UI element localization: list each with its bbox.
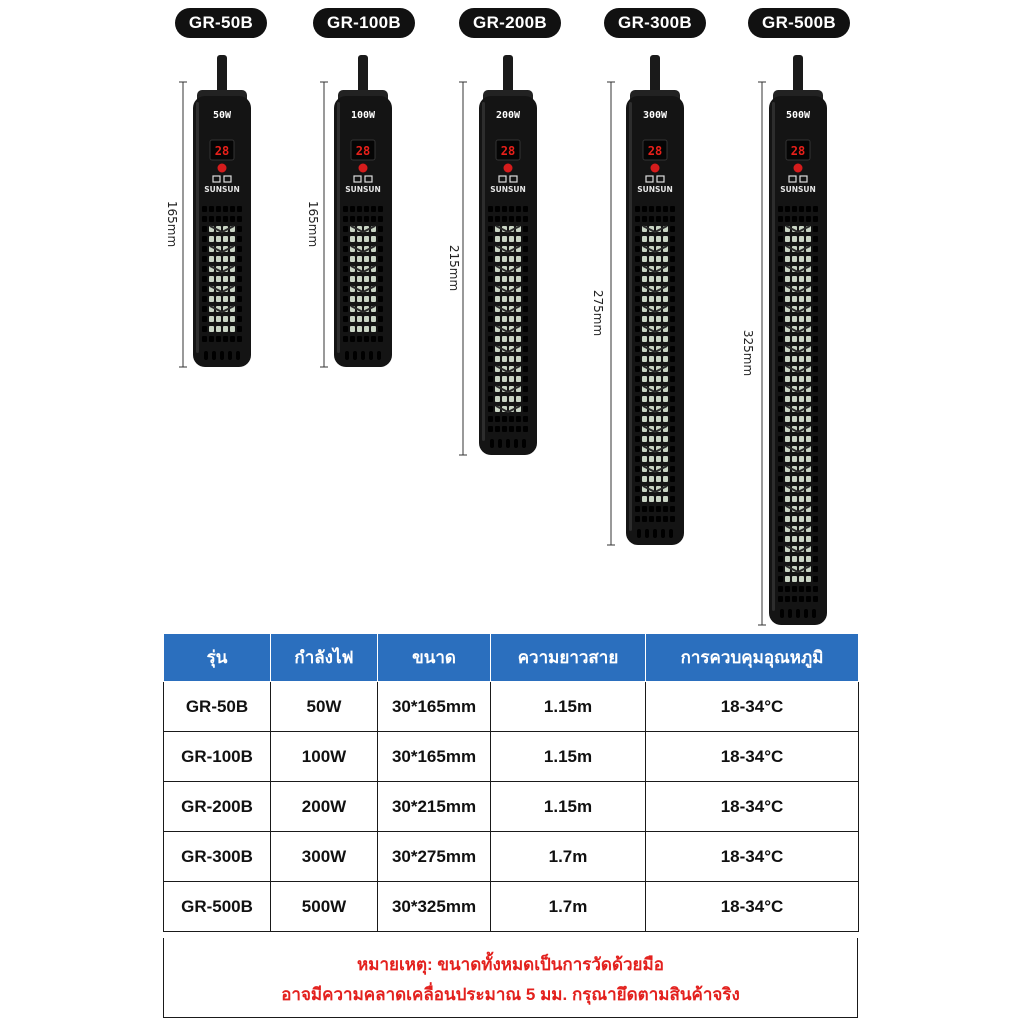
grill-slot	[806, 456, 811, 462]
grill-slot	[813, 276, 818, 282]
grill-slot	[778, 496, 783, 502]
grill-slot	[806, 556, 811, 562]
cell-power: 200W	[271, 782, 378, 832]
grill-slot	[778, 506, 783, 512]
grill-slot	[778, 536, 783, 542]
grill-slot	[778, 336, 783, 342]
grill-slot	[792, 276, 797, 282]
grill-slot	[792, 496, 797, 502]
watt-label: 100W	[350, 110, 376, 121]
grill-slot	[813, 256, 818, 262]
grill-slot	[792, 236, 797, 242]
grill-slot	[806, 586, 811, 592]
grill-slot	[785, 586, 790, 592]
length-label: 165mm	[165, 200, 179, 247]
grill-slot	[785, 336, 790, 342]
grill-slot	[792, 596, 797, 602]
model-label-gr-300b: GR-300B	[604, 8, 706, 38]
grill-slot	[799, 536, 804, 542]
cell-size: 30*275mm	[378, 832, 491, 882]
header-size: ขนาด	[378, 634, 491, 682]
grill-slot	[792, 516, 797, 522]
grill-slot	[806, 596, 811, 602]
cell-temperature: 18-34°C	[646, 732, 859, 782]
grill-slot	[806, 206, 811, 212]
grill-slot	[813, 426, 818, 432]
model-label-gr-200b: GR-200B	[459, 8, 561, 38]
grill-slot	[813, 586, 818, 592]
grill-slot	[778, 216, 783, 222]
grill-slot	[813, 206, 818, 212]
grill-slot	[806, 396, 811, 402]
watt-label: 300W	[642, 110, 668, 121]
cell-size: 30*165mm	[378, 682, 491, 732]
watt-label: 50W	[212, 110, 232, 121]
brand-name: SUNSUN	[204, 185, 240, 194]
grill-slot	[799, 416, 804, 422]
grill-slot	[778, 286, 783, 292]
table-header-row	[164, 634, 859, 682]
header-model: รุ่น	[164, 634, 271, 682]
power-cable	[793, 55, 803, 95]
temperature-display: 28	[214, 144, 230, 158]
bottom-vent	[804, 609, 808, 618]
note-line-2: อาจมีความคลาดเคลื่อนประมาณ 5 มม. กรุณายึดตามสินค้าจริง	[281, 985, 740, 1004]
grill-slot	[813, 396, 818, 402]
grill-slot	[778, 346, 783, 352]
grill-slot	[806, 316, 811, 322]
grill-slot	[792, 316, 797, 322]
grill-slot	[799, 296, 804, 302]
grill-slot	[785, 316, 790, 322]
grill-slot	[778, 236, 783, 242]
grill-slot	[792, 296, 797, 302]
grill-slot	[813, 526, 818, 532]
grill-slot	[792, 586, 797, 592]
grill-slot	[813, 546, 818, 552]
grill-slot	[806, 376, 811, 382]
grill-slot	[799, 376, 804, 382]
grill-slot	[778, 246, 783, 252]
grill-slot	[813, 466, 818, 472]
model-label-gr-100b: GR-100B	[313, 8, 415, 38]
grill-slot	[799, 476, 804, 482]
grill-slot	[792, 556, 797, 562]
grill-slot	[813, 296, 818, 302]
table-row	[164, 782, 859, 832]
brand-name: SUNSUN	[490, 185, 526, 194]
grill-slot	[813, 386, 818, 392]
grill-slot	[785, 256, 790, 262]
cell-size: 30*325mm	[378, 882, 491, 932]
grill-slot	[813, 416, 818, 422]
grill-slot	[813, 246, 818, 252]
grill-slot	[799, 586, 804, 592]
grill-slot	[778, 516, 783, 522]
grill-slot	[778, 406, 783, 412]
grill-slot	[813, 376, 818, 382]
grill-slot	[792, 256, 797, 262]
grill-slot	[778, 396, 783, 402]
note-line-1: หมายเหตุ: ขนาดทั้งหมดเป็นการวัดด้วยมือ	[357, 955, 664, 974]
grill-slot	[813, 486, 818, 492]
grill-slot	[799, 236, 804, 242]
grill-slot	[813, 516, 818, 522]
grill-slot	[778, 386, 783, 392]
grill-slot	[785, 496, 790, 502]
adjust-knob-icon	[794, 164, 803, 173]
table-row	[164, 682, 859, 732]
cell-model: GR-100B	[164, 732, 271, 782]
grill-slot	[792, 536, 797, 542]
grill-slot	[792, 576, 797, 582]
cell-cable-length: 1.7m	[491, 832, 646, 882]
grill-slot	[792, 356, 797, 362]
watt-label: 500W	[785, 110, 811, 121]
grill-slot	[806, 356, 811, 362]
grill-slot	[778, 476, 783, 482]
cell-size: 30*165mm	[378, 732, 491, 782]
cell-power: 50W	[271, 682, 378, 732]
grill-slot	[806, 336, 811, 342]
grill-slot	[785, 576, 790, 582]
grill-slot	[806, 416, 811, 422]
cell-temperature: 18-34°C	[646, 682, 859, 732]
grill-slot	[778, 316, 783, 322]
grill-slot	[778, 226, 783, 232]
bottom-vent	[788, 609, 792, 618]
grill-slot	[799, 256, 804, 262]
grill-slot	[813, 476, 818, 482]
cell-temperature: 18-34°C	[646, 782, 859, 832]
brand-name: SUNSUN	[780, 185, 816, 194]
cell-power: 300W	[271, 832, 378, 882]
grill-slot	[813, 316, 818, 322]
grill-slot	[813, 436, 818, 442]
table-row	[164, 832, 859, 882]
watt-label: 200W	[495, 110, 521, 121]
cell-cable-length: 1.15m	[491, 732, 646, 782]
grill-slot	[778, 376, 783, 382]
cell-power: 100W	[271, 732, 378, 782]
cell-model: GR-50B	[164, 682, 271, 732]
grill-slot	[778, 556, 783, 562]
cell-temperature: 18-34°C	[646, 832, 859, 882]
grill-slot	[778, 356, 783, 362]
header-cable-length: ความยาวสาย	[491, 634, 646, 682]
cell-size: 30*215mm	[378, 782, 491, 832]
grill-slot	[813, 556, 818, 562]
cell-model: GR-500B	[164, 882, 271, 932]
bottom-vent	[796, 609, 800, 618]
grill-slot	[813, 566, 818, 572]
grill-slot	[799, 516, 804, 522]
grill-slot	[785, 476, 790, 482]
grill-slot	[799, 576, 804, 582]
grill-slot	[785, 236, 790, 242]
grill-slot	[785, 516, 790, 522]
grill-slot	[785, 276, 790, 282]
grill-slot	[806, 276, 811, 282]
grill-slot	[806, 256, 811, 262]
grill-slot	[806, 576, 811, 582]
grill-slot	[792, 436, 797, 442]
grill-slot	[799, 356, 804, 362]
grill-slot	[778, 266, 783, 272]
grill-slot	[785, 596, 790, 602]
grill-slot	[778, 326, 783, 332]
grill-slot	[799, 316, 804, 322]
grill-slot	[785, 356, 790, 362]
grill-slot	[778, 466, 783, 472]
grill-slot	[785, 456, 790, 462]
body-highlight	[772, 102, 775, 611]
grill-slot	[813, 536, 818, 542]
grill-slot	[778, 586, 783, 592]
grill-slot	[792, 336, 797, 342]
grill-slot	[778, 446, 783, 452]
grill-slot	[799, 216, 804, 222]
grill-slot	[813, 226, 818, 232]
grill-slot	[792, 206, 797, 212]
grill-slot	[813, 456, 818, 462]
heater-body	[769, 96, 827, 625]
temperature-display: 28	[647, 144, 663, 158]
header-power: กำลังไฟ	[271, 634, 378, 682]
grill-slot	[799, 456, 804, 462]
grill-slot	[785, 376, 790, 382]
grill-slot	[813, 596, 818, 602]
measurement-note	[163, 938, 858, 1018]
grill-slot	[799, 276, 804, 282]
grill-slot	[792, 416, 797, 422]
grill-slot	[806, 296, 811, 302]
grill-slot	[778, 576, 783, 582]
grill-slot	[778, 596, 783, 602]
bottom-vent	[812, 609, 816, 618]
grill-slot	[792, 216, 797, 222]
spec-table	[163, 633, 859, 932]
grill-slot	[785, 556, 790, 562]
grill-slot	[792, 396, 797, 402]
cell-cable-length: 1.15m	[491, 682, 646, 732]
grill-slot	[778, 426, 783, 432]
grill-slot	[813, 216, 818, 222]
grill-slot	[785, 416, 790, 422]
grill-slot	[813, 266, 818, 272]
length-label: 165mm	[306, 200, 320, 247]
grill-slot	[813, 406, 818, 412]
table-row	[164, 882, 859, 932]
temperature-display: 28	[355, 144, 371, 158]
length-label: 325mm	[741, 329, 755, 376]
bottom-vent	[780, 609, 784, 618]
grill-slot	[799, 336, 804, 342]
grill-slot	[778, 206, 783, 212]
cell-model: GR-300B	[164, 832, 271, 882]
grill-slot	[799, 206, 804, 212]
grill-slot	[799, 596, 804, 602]
grill-slot	[813, 496, 818, 502]
grill-slot	[792, 476, 797, 482]
grill-slot	[799, 436, 804, 442]
grill-slot	[806, 476, 811, 482]
model-label-gr-500b: GR-500B	[748, 8, 850, 38]
temperature-display: 28	[790, 144, 806, 158]
grill-slot	[813, 336, 818, 342]
grill-slot	[778, 306, 783, 312]
grill-slot	[778, 416, 783, 422]
grill-slot	[778, 566, 783, 572]
grill-slot	[813, 286, 818, 292]
grill-slot	[778, 436, 783, 442]
cell-model: GR-200B	[164, 782, 271, 832]
grill-slot	[778, 276, 783, 282]
length-label: 275mm	[591, 289, 605, 336]
grill-slot	[778, 296, 783, 302]
temperature-display: 28	[500, 144, 516, 158]
grill-slot	[778, 456, 783, 462]
grill-slot	[813, 366, 818, 372]
length-label: 215mm	[447, 244, 461, 291]
grill-slot	[785, 436, 790, 442]
grill-slot	[813, 346, 818, 352]
cell-power: 500W	[271, 882, 378, 932]
grill-slot	[813, 506, 818, 512]
grill-slot	[813, 236, 818, 242]
grill-slot	[778, 526, 783, 532]
grill-slot	[778, 486, 783, 492]
header-temperature-control: การควบคุมอุณหภูมิ	[646, 634, 859, 682]
grill-slot	[778, 256, 783, 262]
grill-slot	[813, 446, 818, 452]
grill-slot	[813, 326, 818, 332]
grill-slot	[806, 216, 811, 222]
grill-slot	[806, 516, 811, 522]
table-row	[164, 732, 859, 782]
grill-slot	[799, 556, 804, 562]
grill-slot	[785, 296, 790, 302]
grill-slot	[813, 306, 818, 312]
grill-slot	[785, 536, 790, 542]
cell-temperature: 18-34°C	[646, 882, 859, 932]
grill-slot	[778, 366, 783, 372]
grill-slot	[813, 576, 818, 582]
model-label-gr-50b: GR-50B	[175, 8, 267, 38]
grill-slot	[785, 396, 790, 402]
grill-slot	[806, 496, 811, 502]
cell-cable-length: 1.15m	[491, 782, 646, 832]
grill-slot	[785, 206, 790, 212]
grill-slot	[806, 236, 811, 242]
grill-slot	[778, 546, 783, 552]
grill-slot	[799, 396, 804, 402]
brand-name: SUNSUN	[345, 185, 381, 194]
grill-slot	[813, 356, 818, 362]
grill-slot	[806, 436, 811, 442]
grill-slot	[792, 456, 797, 462]
grill-slot	[806, 536, 811, 542]
grill-slot	[799, 496, 804, 502]
cell-cable-length: 1.7m	[491, 882, 646, 932]
grill-slot	[785, 216, 790, 222]
grill-slot	[792, 376, 797, 382]
brand-name: SUNSUN	[637, 185, 673, 194]
